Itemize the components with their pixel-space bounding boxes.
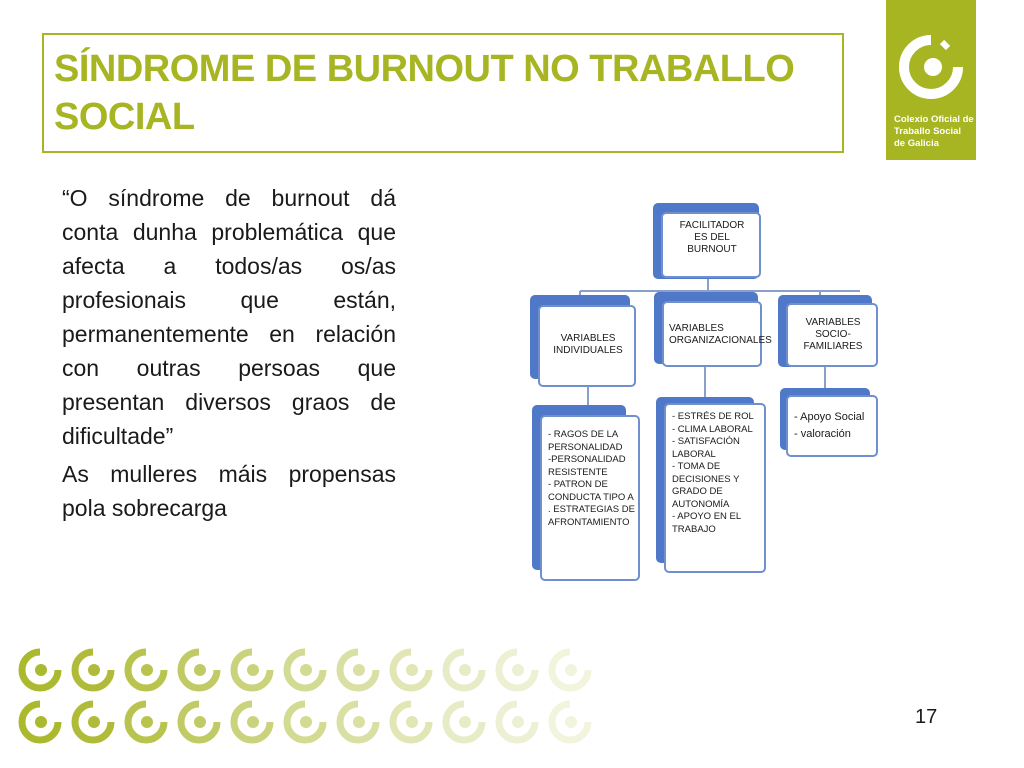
- category-individuales: [538, 305, 636, 387]
- detail-individuales-line-1: - RAGOS DE LA: [548, 429, 619, 440]
- burnout-quote: “O síndrome de burnout dá conta dunha problemática que afecta a todos/as os/as profesionais que están, permanentemente en relación con outras persoas que presentan diversos graos de dificultade”: [62, 185, 396, 449]
- detail-organizacionales-line-2: - CLIMA LABORAL: [672, 423, 753, 435]
- logo-line-3: de Galicia: [894, 138, 939, 149]
- detail-individuales-line-5: - PATRON DE: [548, 479, 608, 490]
- logo-mark-icon: [230, 648, 274, 692]
- decorative-logo-row-2: [18, 700, 618, 750]
- detail-socio-familiares-line-2: - valoración: [794, 428, 851, 440]
- burnout-note: As mulleres máis propensas pola sobrecarga: [62, 461, 396, 521]
- logo-line-2: Traballo Social: [894, 126, 962, 137]
- detail-individuales: [540, 415, 640, 581]
- category-socio-familiares-line-3: FAMILIARES: [803, 341, 863, 352]
- colexio-logo-icon: [898, 34, 964, 100]
- logo-mark-icon: [442, 700, 486, 744]
- detail-organizacionales-line-6: DECISIONES Y: [672, 473, 740, 485]
- detail-socio-familiares-line-1: - Apoyo Social: [794, 411, 865, 423]
- logo-mark-icon: [230, 700, 274, 744]
- detail-individuales-line-6: CONDUCTA TIPO A: [548, 491, 634, 503]
- logo-mark-icon: [71, 648, 115, 692]
- logo-mark-icon: [177, 700, 221, 744]
- logo-mark-icon: [495, 648, 539, 692]
- logo-mark-icon: [283, 648, 327, 692]
- category-socio-familiares-line-2: SOCIO-: [815, 329, 851, 340]
- category-organizacionales: [662, 301, 772, 367]
- category-individuales-line-2: INDIVIDUALES: [553, 345, 623, 356]
- detail-individuales-line-7: . ESTRATEGIAS DE: [548, 504, 635, 515]
- slide-title: [54, 45, 832, 141]
- detail-organizacionales-line-9: - APOYO EN EL: [672, 511, 742, 522]
- logo-mark-icon: [177, 648, 221, 692]
- logo-mark-icon: [124, 648, 168, 692]
- category-socio-familiares: [786, 303, 878, 367]
- detail-organizacionales-line-10: TRABAJO: [672, 523, 716, 535]
- logo-mark-icon: [548, 648, 592, 692]
- title-line-2: SOCIAL: [54, 96, 195, 138]
- detail-organizacionales-line-7: GRADO DE: [672, 486, 723, 497]
- category-socio-familiares-line-1: VARIABLES: [805, 317, 861, 328]
- detail-organizacionales-line-4: LABORAL: [672, 448, 716, 460]
- detail-organizacionales: [664, 403, 766, 573]
- logo-mark-icon: [389, 700, 433, 744]
- title-line-1: SÍNDROME DE BURNOUT NO TRABALLO: [54, 48, 795, 90]
- root-node: [661, 212, 761, 278]
- detail-individuales-line-3: -PERSONALIDAD: [548, 454, 626, 465]
- page-number: 17: [915, 706, 938, 728]
- logo-mark-icon: [283, 700, 327, 744]
- logo-mark-icon: [18, 648, 62, 692]
- logo-mark-icon: [336, 648, 380, 692]
- root-line-2: ES DEL: [694, 232, 730, 243]
- detail-organizacionales-line-5: - TOMA DE: [672, 461, 721, 472]
- body-text: [62, 181, 396, 529]
- root-line-3: BURNOUT: [687, 244, 737, 255]
- logo-caption: [894, 114, 976, 150]
- colexio-logo: [886, 0, 976, 160]
- category-individuales-line-1: VARIABLES: [560, 333, 616, 344]
- category-organizacionales-line-2: ORGANIZACIONALES: [669, 335, 772, 346]
- category-organizacionales-line-1: VARIABLES: [669, 323, 724, 334]
- logo-mark-icon: [71, 700, 115, 744]
- burnout-diagram: [520, 195, 890, 590]
- decorative-logo-row-1: [18, 648, 618, 698]
- detail-individuales-line-8: AFRONTAMIENTO: [548, 516, 630, 528]
- detail-socio-familiares: [786, 395, 878, 457]
- logo-mark-icon: [442, 648, 486, 692]
- root-line-1: FACILITADOR: [679, 220, 745, 231]
- logo-line-1: Colexio Oficial de: [894, 114, 974, 125]
- logo-mark-icon: [495, 700, 539, 744]
- detail-individuales-line-4: RESISTENTE: [548, 466, 608, 478]
- detail-individuales-line-2: PERSONALIDAD: [548, 441, 623, 453]
- logo-mark-icon: [18, 700, 62, 744]
- detail-organizacionales-line-8: AUTONOMÍA: [672, 498, 730, 510]
- logo-mark-icon: [124, 700, 168, 744]
- logo-mark-icon: [336, 700, 380, 744]
- title-box: [42, 33, 844, 153]
- logo-mark-icon: [389, 648, 433, 692]
- logo-mark-icon: [548, 700, 592, 744]
- detail-organizacionales-line-1: - ESTRÉS DE ROL: [672, 411, 754, 422]
- detail-organizacionales-line-3: - SATISFACIÓN: [672, 436, 740, 447]
